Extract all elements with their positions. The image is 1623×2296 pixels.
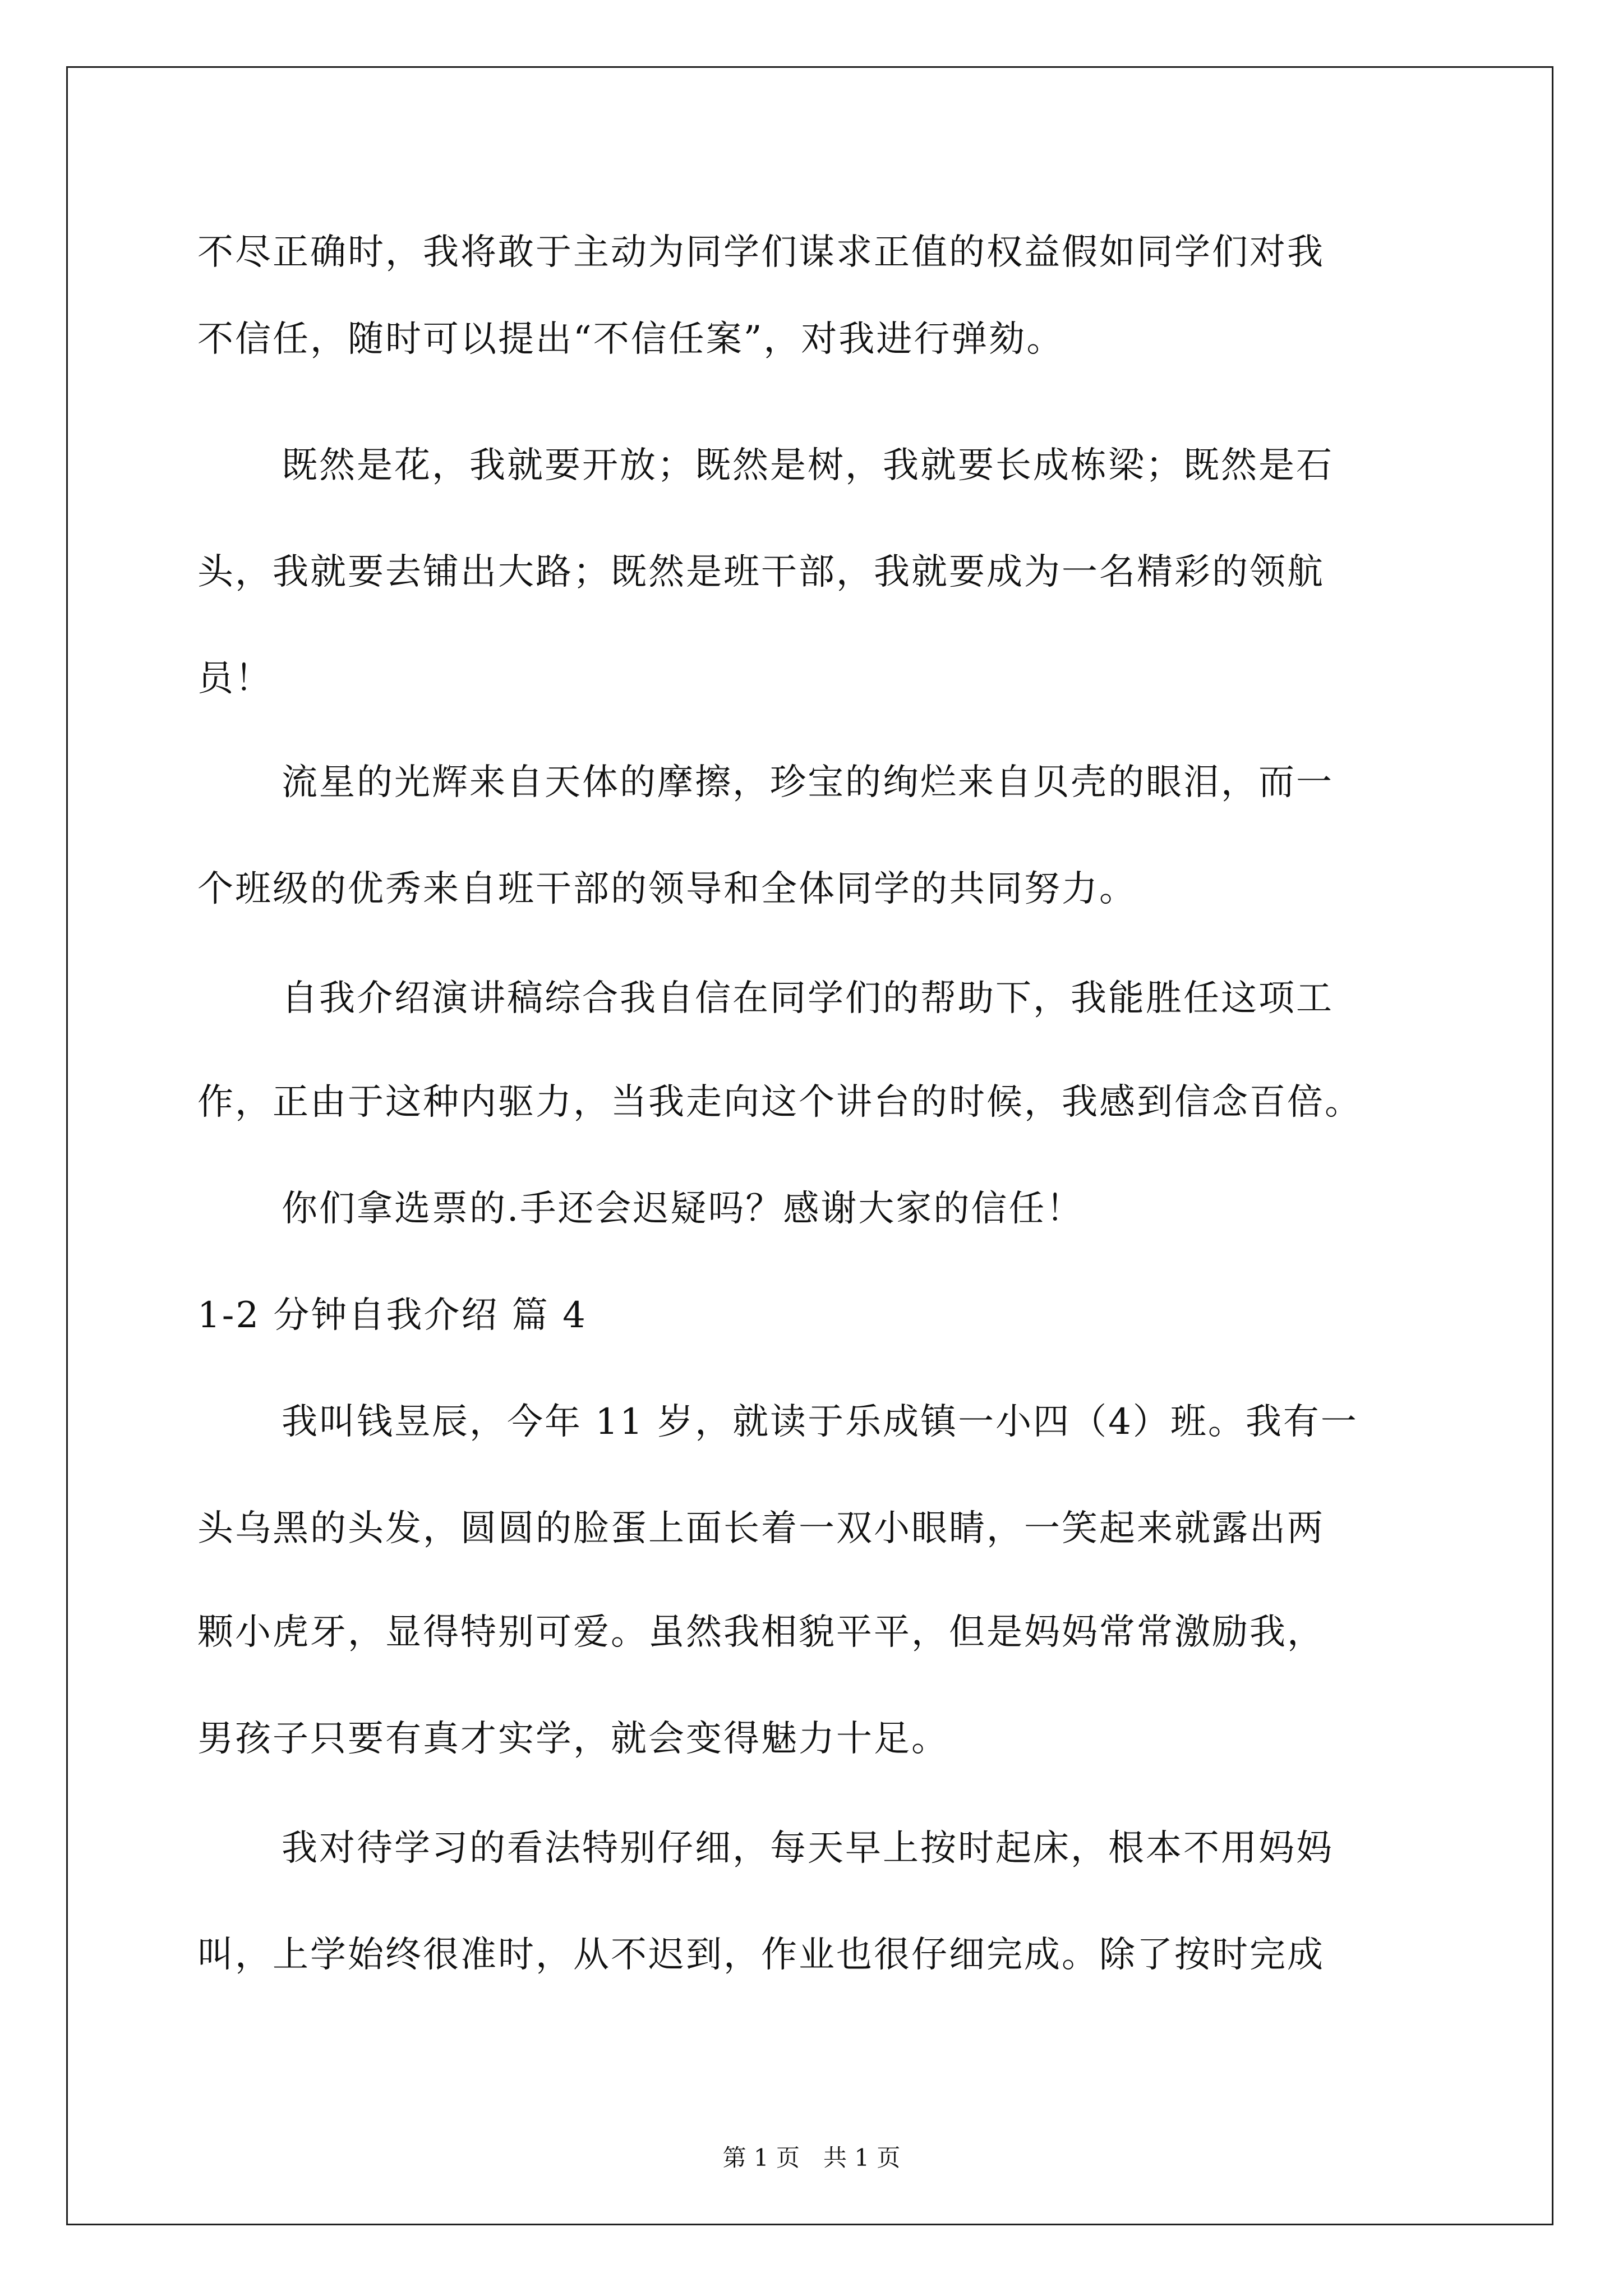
text-line: 作，正由于这种内驱力，当我走向这个讲台的时候，我感到信念百倍。	[197, 1082, 1362, 1123]
text-line: 我叫钱昱辰，今年 11 岁，就读于乐成镇一小四（4）班。我有一	[282, 1401, 1358, 1443]
text-line: 你们拿选票的.手还会迟疑吗？感谢大家的信任！	[282, 1188, 1084, 1230]
text-line: 叫，上学始终很准时，从不迟到，作业也很仔细完成。除了按时完成	[197, 1934, 1325, 1976]
text-line: 个班级的优秀来自班干部的领导和全体同学的共同努力。	[197, 868, 1137, 910]
text-line: 员！	[197, 658, 273, 700]
text-line: 颗小虎牙，显得特别可爱。虽然我相貌平平，但是妈妈常常激励我，	[197, 1612, 1325, 1653]
text-line: 男孩子只要有真才实学，就会变得魅力十足。	[197, 1718, 949, 1760]
text-line: 不尽正确时，我将敢于主动为同学们谋求正值的权益假如同学们对我	[197, 232, 1325, 273]
text-line: 自我介绍演讲稿综合我自信在同学们的帮助下，我能胜任这项工	[282, 978, 1334, 1019]
text-line: 头乌黑的头发，圆圆的脸蛋上面长着一双小眼睛，一笑起来就露出两	[197, 1508, 1325, 1549]
text-line: 我对待学习的看法特别仔细，每天早上按时起床，根本不用妈妈	[282, 1828, 1334, 1869]
text-line: 头，我就要去铺出大路；既然是班干部，我就要成为一名精彩的领航	[197, 551, 1325, 593]
page-border	[66, 66, 1553, 2225]
section-heading: 1-2 分钟自我介绍 篇 4	[197, 1295, 587, 1336]
text-line: 既然是花，我就要开放；既然是树，我就要长成栋梁；既然是石	[282, 445, 1334, 486]
text-line: 不信任，随时可以提出“不信任案”，对我进行弹劾。	[197, 319, 1064, 360]
text-line: 流星的光辉来自天体的摩擦，珍宝的绚烂来自贝壳的眼泪，而一	[282, 762, 1334, 803]
page-footer: 第 1 页 共 1 页	[722, 2144, 901, 2171]
